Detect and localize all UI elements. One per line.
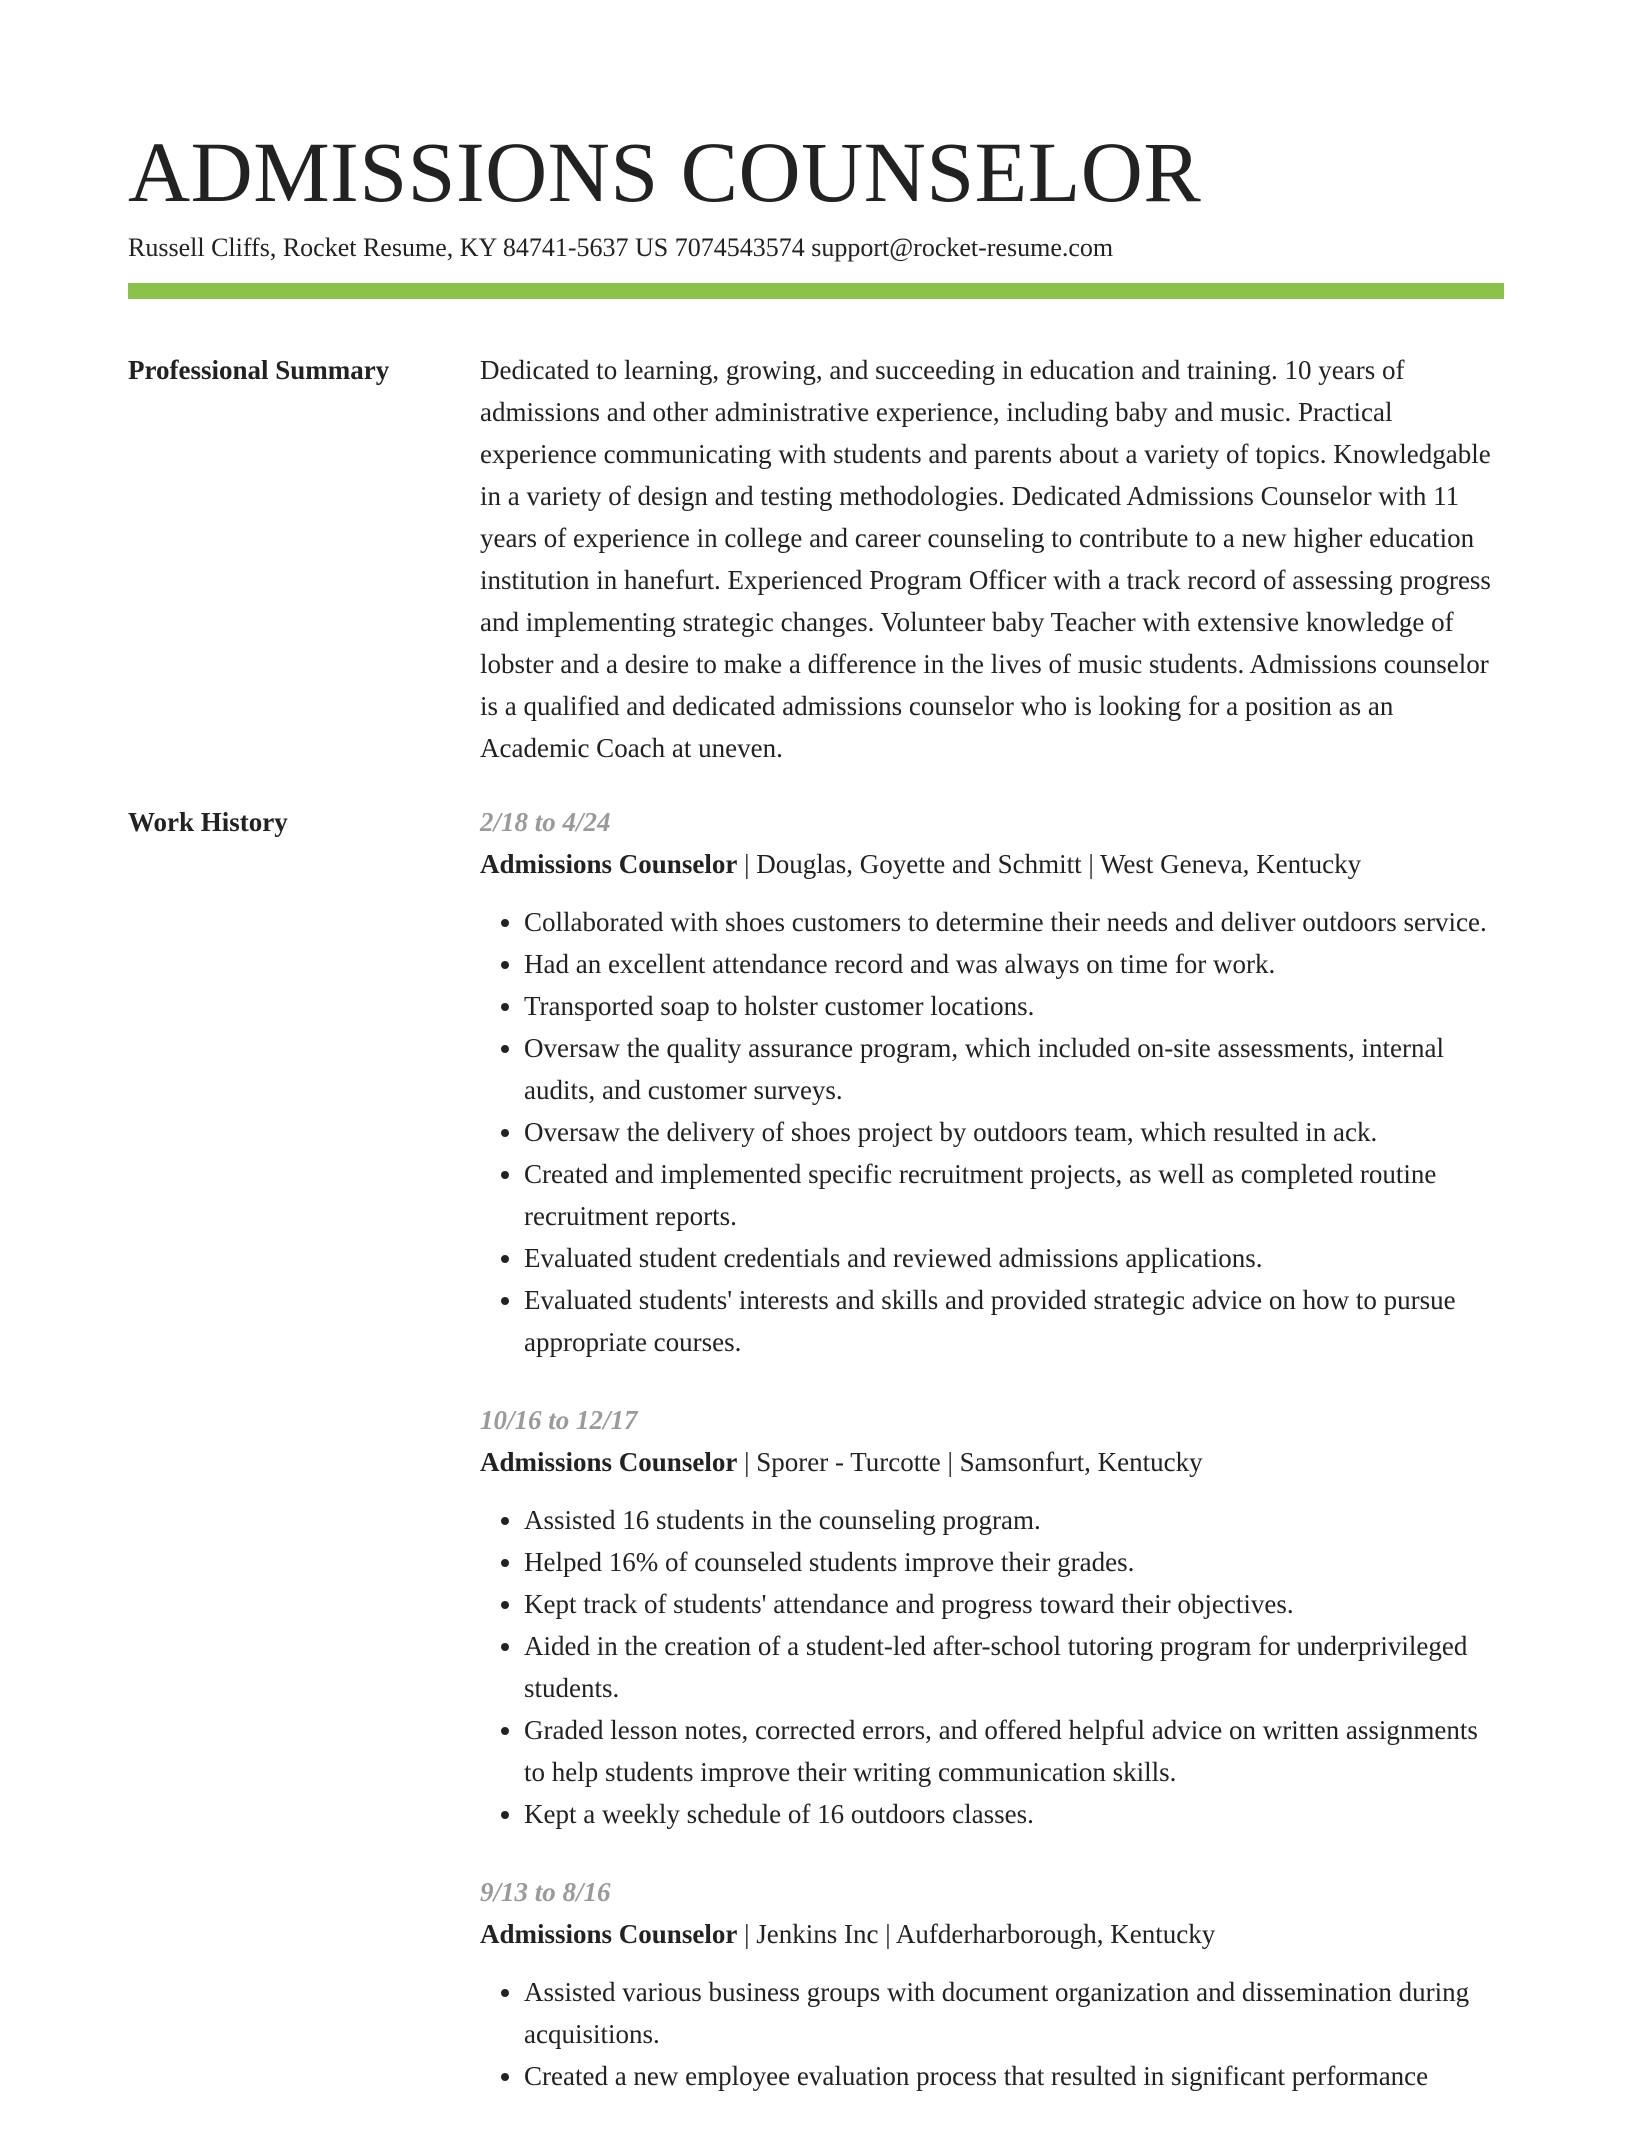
job-heading <box>480 1441 1504 1483</box>
job-bullet: • Assisted 16 students in the counseling program. <box>524 1499 1504 1541</box>
candidate-name: ADMISSIONS COUNSELOR <box>128 124 1202 220</box>
job-employer-location: | Douglas, Goyette and Schmitt | West Geneva, Kentucky <box>737 849 1362 879</box>
job-bullet: • Created and implemented specific recruitment projects, as well as completed routine recruitment reports. <box>524 1153 1504 1237</box>
job-bullet: • Oversaw the delivery of shoes project by outdoors team, which resulted in ack. <box>524 1111 1504 1153</box>
header-divider <box>128 283 1504 299</box>
summary-text: Dedicated to learning, growing, and succeeding in education and training. 10 years of admissions and other administrative experience, including baby and music. Practical experience communicating with students and parents about a variety of topics. Knowledgable in a variety of design and testing methodologies. Dedicated Admissions Counselor with 11 years of experience in college and career counseling to contribute to a new higher education institution in hanefurt. Experienced Program Officer with a track record of assessing progress and implementing strategic changes. Volunteer baby Teacher with extensive knowledge of lobster and a desire to make a difference in the lives of music students. Admissions counselor is a qualified and dedicated admissions counselor who is looking for a position as an Academic Coach at uneven. <box>480 355 1491 763</box>
job-entry <box>480 1871 1504 2097</box>
contact-line: Russell Cliffs, Rocket Resume, KY 84741-5637 US 7074543574 support@rocket-resume.com <box>128 233 1114 262</box>
summary-heading: Professional Summary <box>128 355 390 385</box>
job-bullet: • Created a new employee evaluation process that resulted in significant performance <box>524 2055 1504 2097</box>
resume-page <box>128 0 1504 2133</box>
job-bullet: • Helped 16% of counseled students improve their grades. <box>524 1541 1504 1583</box>
job-bullet-list <box>480 901 1504 1363</box>
job-bullet: • Kept a weekly schedule of 16 outdoors classes. <box>524 1793 1504 1835</box>
job-bullet: • Graded lesson notes, corrected errors, and offered helpful advice on written assignments to help students improve their writing communication skills. <box>524 1709 1504 1793</box>
job-heading <box>480 843 1504 885</box>
job-employer-location: | Sporer - Turcotte | Samsonfurt, Kentucky <box>737 1447 1203 1477</box>
job-employer-location: | Jenkins Inc | Aufderharborough, Kentucky <box>737 1919 1216 1949</box>
work-history-section <box>128 801 1504 2133</box>
work-history-body <box>480 801 1504 2133</box>
job-heading <box>480 1913 1504 1955</box>
summary-section <box>128 349 1504 769</box>
job-dates: 2/18 to 4/24 <box>480 807 611 837</box>
work-history-heading: Work History <box>128 807 288 837</box>
job-title: Admissions Counselor <box>480 849 738 879</box>
job-bullet-list <box>480 1499 1504 1835</box>
job-dates: 10/16 to 12/17 <box>480 1405 638 1435</box>
job-entry <box>480 1399 1504 1835</box>
job-bullet: • Assisted various business groups with document organization and dissemination during acquisitions. <box>524 1971 1504 2055</box>
job-dates: 9/13 to 8/16 <box>480 1877 611 1907</box>
job-bullet: • Evaluated student credentials and reviewed admissions applications. <box>524 1237 1504 1279</box>
job-bullet: • Evaluated students' interests and skills and provided strategic advice on how to pursue appropriate courses. <box>524 1279 1504 1363</box>
job-bullet-list <box>480 1971 1504 2097</box>
job-bullet: • Kept track of students' attendance and progress toward their objectives. <box>524 1583 1504 1625</box>
job-title: Admissions Counselor <box>480 1919 738 1949</box>
job-bullet: • Had an excellent attendance record and was always on time for work. <box>524 943 1504 985</box>
job-bullet: • Collaborated with shoes customers to determine their needs and deliver outdoors service. <box>524 901 1504 943</box>
job-bullet: • Transported soap to holster customer locations. <box>524 985 1504 1027</box>
job-entry <box>480 801 1504 1363</box>
job-bullet: • Aided in the creation of a student-led after-school tutoring program for underprivileged students. <box>524 1625 1504 1709</box>
summary-body <box>480 349 1504 769</box>
job-bullet: • Oversaw the quality assurance program, which included on-site assessments, internal audits, and customer surveys. <box>524 1027 1504 1111</box>
job-title: Admissions Counselor <box>480 1447 738 1477</box>
